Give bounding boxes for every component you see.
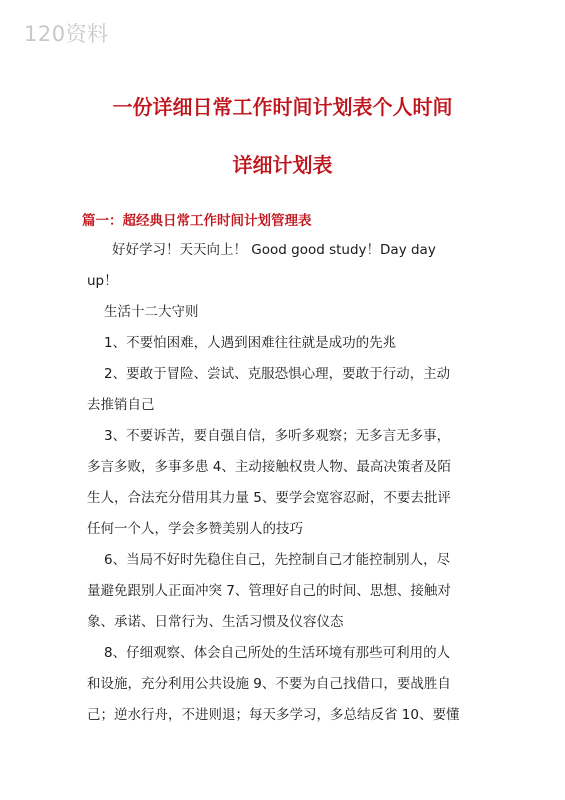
body-line: up！	[87, 273, 118, 289]
body-line: 8、仔细观察、体会自己所处的生活环境有那些可利用的人	[104, 645, 451, 661]
body-line: 1、不要怕困难，人遇到困难往往就是成功的先兆	[104, 335, 397, 351]
body-line: 任何一个人，学会多赞美别人的技巧	[87, 521, 303, 537]
document-title-line-2: 详细计划表	[232, 153, 333, 177]
section-heading: 篇一：超经典日常工作时间计划管理表	[82, 213, 312, 229]
body-line: 己；逆水行舟，不进则退；每天多学习，多总结反省 10、要懂	[87, 707, 460, 723]
body-line: 去推销自己	[87, 397, 155, 413]
body-line: 象、承诺、日常行为、生活习惯及仪容仪态	[87, 614, 344, 630]
body-line: 多言多败，多事多患 4、主动接触权贵人物、最高决策者及陌	[87, 459, 451, 475]
body-line: 2、要敢于冒险、尝试、克服恐惧心理，要敢于行动，主动	[104, 366, 451, 382]
body-line: 量避免跟别人正面冲突 7、管理好自己的时间、思想、接触对	[87, 583, 451, 599]
watermark: 120资料	[24, 22, 109, 46]
body-line: 和设施，充分利用公共设施 9、不要为自己找借口，要战胜自	[87, 676, 451, 692]
body-line: 生活十二大守则	[104, 304, 199, 320]
body-line: 好好学习！天天向上！ Good good study！Day day	[112, 242, 436, 258]
body-line: 6、当局不好时先稳住自己，先控制自己才能控制别人，尽	[104, 552, 451, 568]
document-title-line-1: 一份详细日常工作时间计划表个人时间	[112, 95, 453, 119]
body-line: 3、不要诉苦，要自强自信，多听多观察；无多言无多事，	[104, 428, 451, 444]
body-line: 生人，合法充分借用其力量 5、要学会宽容忍耐，不要去批评	[87, 490, 451, 506]
